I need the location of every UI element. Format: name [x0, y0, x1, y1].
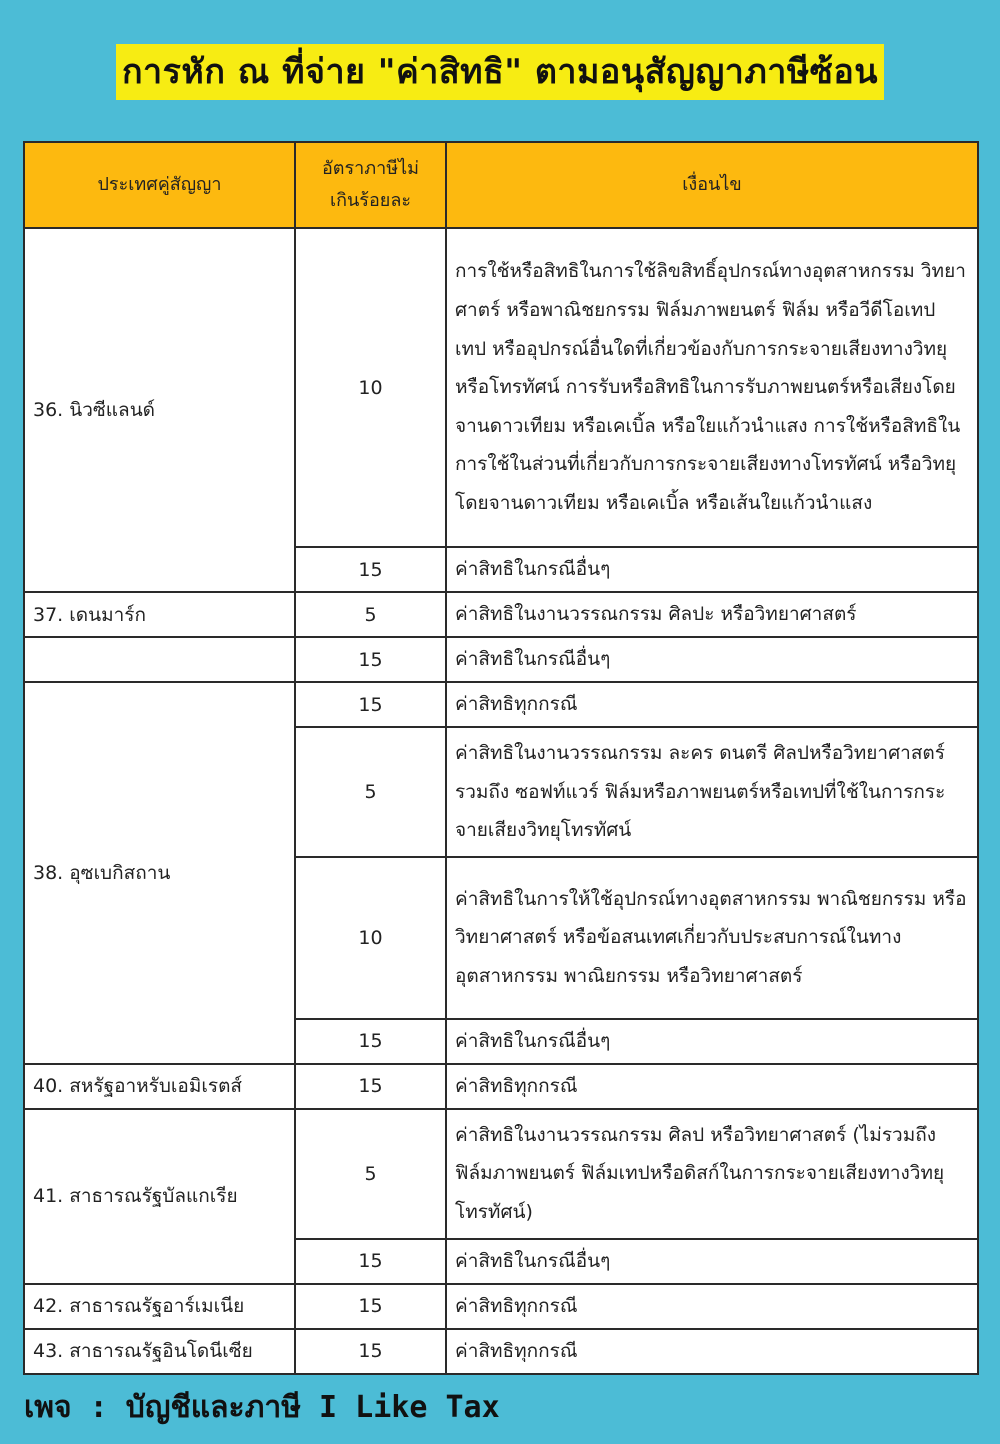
- rate-cell: 5: [295, 727, 446, 857]
- rate-cell: 15: [295, 1064, 446, 1109]
- table-row: [24, 228, 978, 547]
- table-row: [24, 1284, 978, 1329]
- header-row: [24, 142, 978, 228]
- royalty-tax-table: [23, 141, 979, 1375]
- table-row: [24, 1064, 978, 1109]
- title-bar: [0, 44, 1000, 100]
- condition-cell: ค่าสิทธิทุกกรณี: [446, 1329, 978, 1374]
- rate-cell: 10: [295, 857, 446, 1019]
- condition-cell: ค่าสิทธิในงานวรรณกรรม ละคร ดนตรี ศิลปหรือวิทยาศาสตร์ รวมถึง ซอฟท์แวร์ ฟิล์มหรือภาพยนตร์หรือเทปที่ใช้ในการกระจายเสียงวิทยุโทรทัศน์: [446, 727, 978, 857]
- condition-cell: ค่าสิทธิทุกกรณี: [446, 1064, 978, 1109]
- header-rate-line1: อัตราภาษีไม่: [321, 158, 420, 179]
- page-credit-footer: เพจ : บัญชีและภาษี I Like Tax: [24, 1390, 500, 1425]
- country-cell: 43. สาธารณรัฐอินโดนีเซีย: [24, 1329, 295, 1374]
- header-country: ประเทศคู่สัญญา: [24, 142, 295, 228]
- condition-cell: การใช้หรือสิทธิในการใช้ลิขสิทธิ์อุปกรณ์ทางอุตสาหกรรม วิทยาศาตร์ หรือพาณิชยกรรม ฟิล์มภาพยนตร์ ฟิล์ม หรือวีดีโอเทป เทป หรืออุปกรณ์อื่นใดที่เกี่ยวข้องกับการกระจายเสียงทางวิทยุหรือโทรทัศน์ การรับหรือสิทธิในการรับภาพยนตร์หรือเสียงโดยจานดาวเทียม หรือเคเบิ้ล หรือใยแก้วนำแสง การใช้หรือสิทธิในการใช้ในส่วนที่เกี่ยวกับการกระจายเสียงทางโทรทัศน์ หรือวิทยุโดยจานดาวเทียม หรือเคเบิ้ล หรือเส้นใยแก้วนำแสง: [446, 228, 978, 547]
- rate-cell: 15: [295, 547, 446, 592]
- condition-cell: ค่าสิทธิในกรณีอื่นๆ: [446, 637, 978, 682]
- table-row: [24, 1109, 978, 1239]
- table-row: [24, 1329, 978, 1374]
- country-cell-empty: [24, 637, 295, 682]
- country-cell: 40. สหรัฐอาหรับเอมิเรตส์: [24, 1064, 295, 1109]
- rate-cell: 15: [295, 682, 446, 727]
- condition-cell: ค่าสิทธิในการให้ใช้อุปกรณ์ทางอุตสาหกรรม พาณิชยกรรม หรือวิทยาศาสตร์ หรือข้อสนเทศเกี่ยวกับประสบการณ์ในทางอุตสาหกรรม พาณิยกรรม หรือวิทยาศาสตร์: [446, 857, 978, 1019]
- rate-cell: 5: [295, 592, 446, 637]
- condition-cell: ค่าสิทธิในกรณีอื่นๆ: [446, 1239, 978, 1284]
- rate-cell: 15: [295, 1239, 446, 1284]
- condition-cell: ค่าสิทธิในงานวรรณกรรม ศิลป หรือวิทยาศาสตร์ (ไม่รวมถึงฟิล์มภาพยนตร์ ฟิล์มเทปหรือดิสก์ในการกระจายเสียงทางวิทยุโทรทัศน์): [446, 1109, 978, 1239]
- header-rate-line2: เกินร้อยละ: [329, 190, 412, 211]
- condition-cell: ค่าสิทธิในกรณีอื่นๆ: [446, 1019, 978, 1064]
- country-cell: 36. นิวซีแลนด์: [24, 228, 295, 592]
- table-row: [24, 682, 978, 727]
- table-row: [24, 637, 978, 682]
- header-condition: เงื่อนไข: [446, 142, 978, 228]
- table-row: [24, 592, 978, 637]
- header-rate: [295, 142, 446, 228]
- condition-cell: ค่าสิทธิทุกกรณี: [446, 682, 978, 727]
- rate-cell: 10: [295, 228, 446, 547]
- rate-cell: 5: [295, 1109, 446, 1239]
- rate-cell: 15: [295, 637, 446, 682]
- rate-cell: 15: [295, 1019, 446, 1064]
- page-title: การหัก ณ ที่จ่าย "ค่าสิทธิ" ตามอนุสัญญาภาษีซ้อน: [116, 44, 884, 100]
- country-cell: 42. สาธารณรัฐอาร์เมเนีย: [24, 1284, 295, 1329]
- rate-cell: 15: [295, 1329, 446, 1374]
- country-cell: 37. เดนมาร์ก: [24, 592, 295, 637]
- condition-cell: ค่าสิทธิในกรณีอื่นๆ: [446, 547, 978, 592]
- condition-cell: ค่าสิทธิทุกกรณี: [446, 1284, 978, 1329]
- rate-cell: 15: [295, 1284, 446, 1329]
- country-cell: 38. อุซเบกิสถาน: [24, 682, 295, 1064]
- condition-cell: ค่าสิทธิในงานวรรณกรรม ศิลปะ หรือวิทยาศาสตร์: [446, 592, 978, 637]
- country-cell: 41. สาธารณรัฐบัลแกเรีย: [24, 1109, 295, 1284]
